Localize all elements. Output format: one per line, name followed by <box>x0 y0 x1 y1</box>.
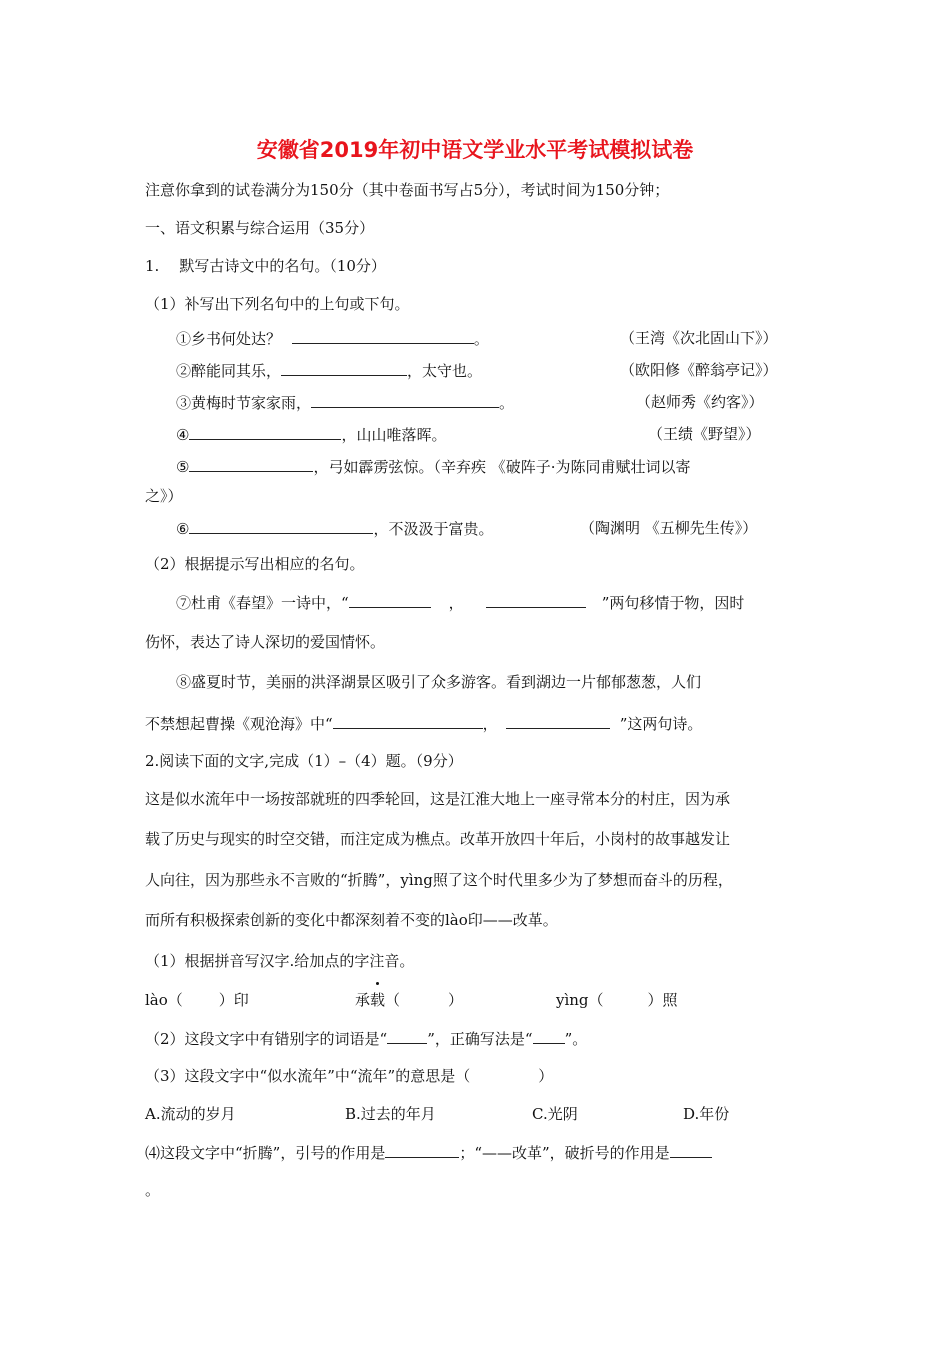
pinyin-text: lào（ <box>145 991 183 1009</box>
sub-question-3 <box>145 1066 553 1086</box>
question-number: 1. <box>145 257 160 275</box>
question-1 <box>145 256 386 276</box>
q8-text: ”这两句诗。 <box>619 715 703 733</box>
option-c[interactable]: C.光阴 <box>532 1105 578 1123</box>
sub2-text: ”。 <box>564 1030 588 1048</box>
item-suffix: ，弓如霹雳弦惊。（辛弃疾 《破阵子·为陈同甫赋壮词以寄 <box>313 458 691 476</box>
item-source: （王湾《次北固山下》） <box>620 329 778 347</box>
sub2-text: （2）这段文字中有错别字的词语是“ <box>145 1030 388 1048</box>
option-b[interactable]: B.过去的年月 <box>345 1105 436 1123</box>
item-number: ③ <box>176 394 192 412</box>
answer-blank[interactable] <box>486 592 586 608</box>
item-suffix: ，不汲汲于富贵。 <box>373 520 494 538</box>
answer-blank[interactable] <box>311 392 499 408</box>
item-suffix: ，太守也。 <box>407 362 483 380</box>
poem-item-2 <box>176 360 482 381</box>
exam-title: 安徽省2019年初中语文学业水平考试模拟试卷 <box>256 138 694 162</box>
item-number: ④ <box>176 426 190 444</box>
sub-question-4 <box>145 1142 712 1163</box>
pinyin-item-3 <box>556 990 678 1010</box>
question-text: 默写古诗文中的名句。（10分） <box>179 257 386 275</box>
pinyin-text: ）印 <box>218 991 249 1009</box>
item-number: ① <box>176 330 192 348</box>
poem-item-3 <box>176 392 514 413</box>
sub-question-2 <box>145 1028 587 1049</box>
item-source: （陶渊明 《五柳先生传》） <box>580 519 758 537</box>
passage-line: 而所有积极探索创新的变化中都深刻着不变的lào印——改革。 <box>145 911 558 929</box>
section-heading: 一、语文积累与综合运用（35分） <box>145 219 375 237</box>
item-source: （赵师秀《约客》） <box>636 393 764 411</box>
passage-line: 载了历史与现实的时空交错，而注定成为樵点。改革开放四十年后，小岗村的故事越发让 <box>145 830 731 848</box>
sub3-text: （3）这段文字中“似水流年”中“流年”的意思是（ <box>145 1067 471 1085</box>
pinyin-text: yìng（ <box>556 991 604 1009</box>
item-suffix: 。 <box>473 330 489 348</box>
item-suffix: ，山山唯落晖。 <box>341 426 447 444</box>
item-number: ⑤ <box>176 458 190 476</box>
item-prefix: 醉能同其乐， <box>191 362 282 380</box>
q7-comma: ， <box>448 594 464 612</box>
pinyin-item-1 <box>145 990 249 1010</box>
sub2-text: ”，正确写法是“ <box>427 1030 533 1048</box>
poem-item-6 <box>176 518 493 539</box>
poem-item-5 <box>176 456 691 477</box>
answer-blank[interactable] <box>281 360 407 376</box>
pinyin-item-2 <box>355 990 463 1010</box>
answer-blank[interactable] <box>533 1028 565 1044</box>
answer-blank[interactable] <box>349 592 431 608</box>
sub4-text: ⑷这段文字中“折腾”，引号的作用是 <box>145 1144 386 1162</box>
question-8: ⑧盛夏时节，美丽的洪泽湖景区吸引了众多游客。看到湖边一片郁郁葱葱，人们 <box>176 673 702 691</box>
item-number: ② <box>176 362 192 380</box>
question-2-heading: 2.阅读下面的文字,完成（1）–（4）题。（9分） <box>145 752 463 770</box>
answer-blank[interactable] <box>189 456 313 472</box>
answer-blank[interactable] <box>333 713 483 729</box>
sub4-text: ；“——改革”，破折号的作用是 <box>459 1144 670 1162</box>
pinyin-text: 承 <box>355 991 371 1009</box>
sub3-text: ） <box>538 1067 554 1085</box>
answer-blank[interactable] <box>189 518 373 534</box>
pinyin-text: ）照 <box>647 991 678 1009</box>
exam-notice: 注意你拿到的试卷满分为150分（其中卷面书写占5分），考试时间为150分钟； <box>145 181 670 199</box>
passage-line: 人向往，因为那些永不言败的“折腾”，yìng照了这个时代里多少为了梦想而奋斗的历程， <box>145 871 733 889</box>
answer-blank[interactable] <box>189 424 341 440</box>
poem-item-1 <box>176 328 489 349</box>
question-7 <box>176 592 744 613</box>
item-number: ⑥ <box>176 520 190 538</box>
sub-question-1: （1）根据拼音写汉字.给加点的字注音。 <box>145 952 415 970</box>
item-continued: 之》） <box>145 487 183 505</box>
option-a[interactable]: A.流动的岁月 <box>145 1105 236 1123</box>
q8-comma: ， <box>482 715 498 733</box>
sub4-end: 。 <box>145 1181 161 1199</box>
answer-blank[interactable] <box>292 328 474 344</box>
passage-line: 这是似水流年中一场按部就班的四季轮回，这是江淮大地上一座寻常本分的村庄，因为承 <box>145 790 731 808</box>
answer-blank[interactable] <box>387 1028 427 1044</box>
item-source: （王绩《野望》） <box>648 425 761 443</box>
item-suffix: 。 <box>499 394 515 412</box>
item-prefix: 乡书何处达？ <box>191 330 282 348</box>
q8-continued <box>145 713 702 734</box>
answer-blank[interactable] <box>506 713 610 729</box>
poem-item-4 <box>176 424 446 445</box>
dotted-character: 载 <box>370 991 386 1009</box>
q7-text: ”两句移情于物，因时 <box>601 594 745 612</box>
part-heading: （1）补写出下列名句中的上句或下句。 <box>145 295 410 313</box>
pinyin-text: （ <box>385 991 401 1009</box>
answer-blank[interactable] <box>385 1142 459 1158</box>
q7-continued: 伤怀，表达了诗人深切的爱国情怀。 <box>145 633 386 651</box>
item-prefix: 黄梅时节家家雨， <box>191 394 312 412</box>
q8-text: 不禁想起曹操《观沧海》中“ <box>145 715 333 733</box>
answer-blank[interactable] <box>670 1142 712 1158</box>
pinyin-text: ） <box>448 991 464 1009</box>
option-d[interactable]: D.年份 <box>683 1105 730 1123</box>
part-heading: （2）根据提示写出相应的名句。 <box>145 555 365 573</box>
q7-text: ⑦杜甫《春望》一诗中，“ <box>176 594 349 612</box>
item-source: （欧阳修《醉翁亭记》） <box>620 361 778 379</box>
